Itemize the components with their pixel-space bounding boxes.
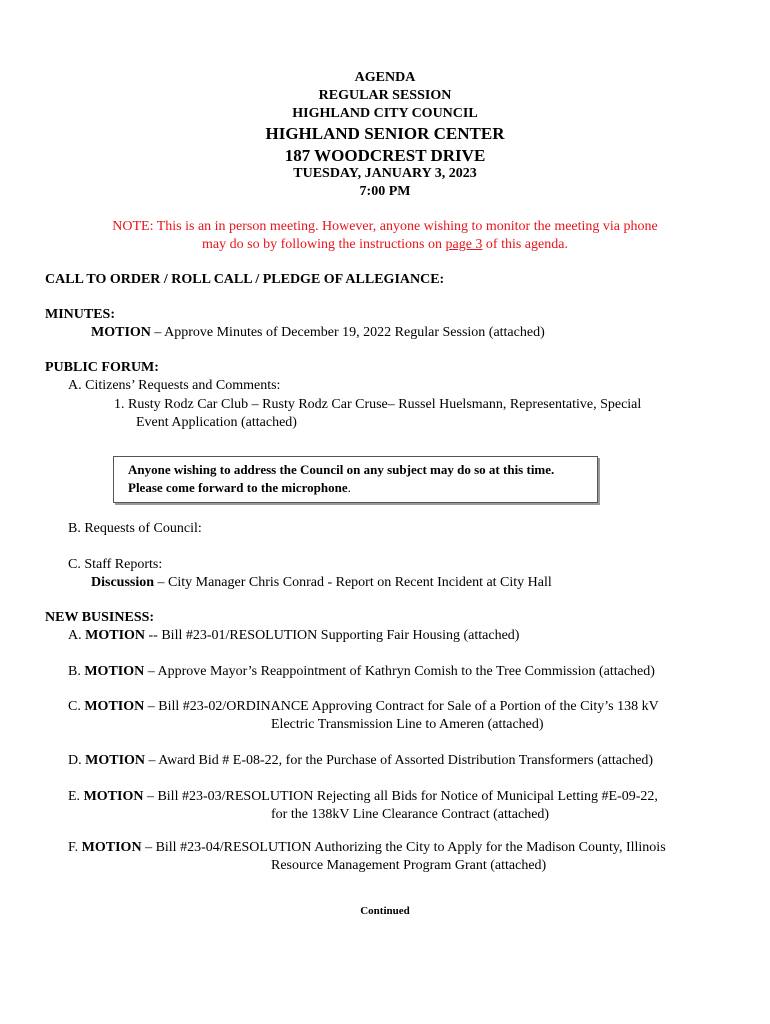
page-3-link[interactable]: page 3 (445, 237, 483, 252)
new-business-item-b (68, 664, 655, 680)
item-text: – Bill #23-02/ORDINANCE Approving Contract for Sale of a Portion of the City’s 138 kV (144, 699, 659, 714)
motion-label: MOTION (85, 628, 146, 643)
note-text: may do so by following the instructions on (202, 237, 446, 252)
meeting-date: TUESDAY, JANUARY 3, 2023 (293, 166, 477, 181)
motion-label: MOTION (84, 699, 145, 714)
new-business-item-a (68, 628, 519, 644)
item-text: – Bill #23-03/RESOLUTION Rejecting all Bids for Notice of Municipal Letting #E-09-22, (143, 789, 658, 804)
minutes-motion (91, 325, 545, 341)
notice-line-2-text: Please come forward to the microphone (128, 480, 348, 495)
car-club-item-line-2: Event Application (attached) (136, 415, 297, 430)
new-business-heading: NEW BUSINESS: (45, 610, 155, 625)
new-business-item-e (68, 789, 658, 805)
public-forum-heading: PUBLIC FORUM: (45, 360, 159, 375)
council-name: HIGHLAND CITY COUNCIL (292, 106, 478, 121)
motion-text: – Approve Minutes of December 19, 2022 Regular Session (attached) (150, 325, 545, 340)
item-text: – Award Bid # E-08-22, for the Purchase of Assorted Distribution Transformers (attached) (145, 753, 654, 768)
motion-label: MOTION (84, 664, 145, 679)
item-letter: B. (68, 664, 81, 679)
public-comment-notice-box (113, 456, 598, 503)
requests-of-council-item: B. Requests of Council: (68, 521, 202, 536)
item-text: – Bill #23-04/RESOLUTION Authorizing the City to Apply for the Madison County, Illinois (141, 840, 666, 855)
note-line-1: NOTE: This is an in person meeting. However, anyone wishing to monitor the meeting via phone (112, 219, 658, 234)
item-text: -- Bill #23-01/RESOLUTION Supporting Fair Housing (attached) (145, 628, 520, 643)
continued-label: Continued (360, 905, 410, 917)
car-club-item-line-1: 1. Rusty Rodz Car Club – Rusty Rodz Car Cruse– Russel Huelsmann, Representative, Special (114, 397, 642, 412)
item-text: – Approve Mayor’s Reappointment of Kathryn Comish to the Tree Commission (attached) (144, 664, 655, 679)
new-business-item-c-line-2: Electric Transmission Line to Ameren (attached) (271, 717, 544, 732)
staff-reports-item: C. Staff Reports: (68, 557, 163, 572)
session-type: REGULAR SESSION (318, 88, 452, 103)
notice-line-2 (128, 480, 351, 496)
new-business-item-f-line-2: Resource Management Program Grant (attached) (271, 858, 547, 873)
motion-label: MOTION (85, 753, 146, 768)
item-letter: F. (68, 840, 79, 855)
new-business-item-f (68, 840, 666, 856)
item-letter: A. (68, 628, 82, 643)
venue-address: 187 WOODCREST DRIVE (284, 146, 486, 165)
discussion-label: Discussion (91, 575, 155, 590)
agenda-title: AGENDA (354, 70, 416, 85)
new-business-item-e-line-2: for the 138kV Line Clearance Contract (attached) (271, 807, 550, 822)
citizens-requests-item: A. Citizens’ Requests and Comments: (68, 378, 281, 393)
note-text-end: of this agenda. (482, 237, 568, 252)
item-letter: C. (68, 699, 81, 714)
item-letter: D. (68, 753, 82, 768)
motion-label: MOTION (81, 840, 142, 855)
call-to-order-heading: CALL TO ORDER / ROLL CALL / PLEDGE OF ALLEGIANCE: (45, 272, 445, 287)
notice-line-1: Anyone wishing to address the Council on any subject may do so at this time. (128, 462, 555, 477)
new-business-item-d (68, 753, 653, 769)
meeting-time: 7:00 PM (359, 184, 411, 199)
notice-line-2-period: . (347, 480, 351, 495)
motion-label: MOTION (83, 789, 144, 804)
minutes-heading: MINUTES: (45, 307, 116, 322)
new-business-item-c (68, 699, 659, 715)
motion-label: MOTION (91, 325, 151, 340)
discussion-text: – City Manager Chris Conrad - Report on Recent Incident at City Hall (154, 575, 552, 590)
item-letter: E. (68, 789, 81, 804)
staff-report-discussion (91, 575, 552, 591)
venue-name: HIGHLAND SENIOR CENTER (265, 124, 505, 143)
note-line-2 (0, 237, 770, 253)
